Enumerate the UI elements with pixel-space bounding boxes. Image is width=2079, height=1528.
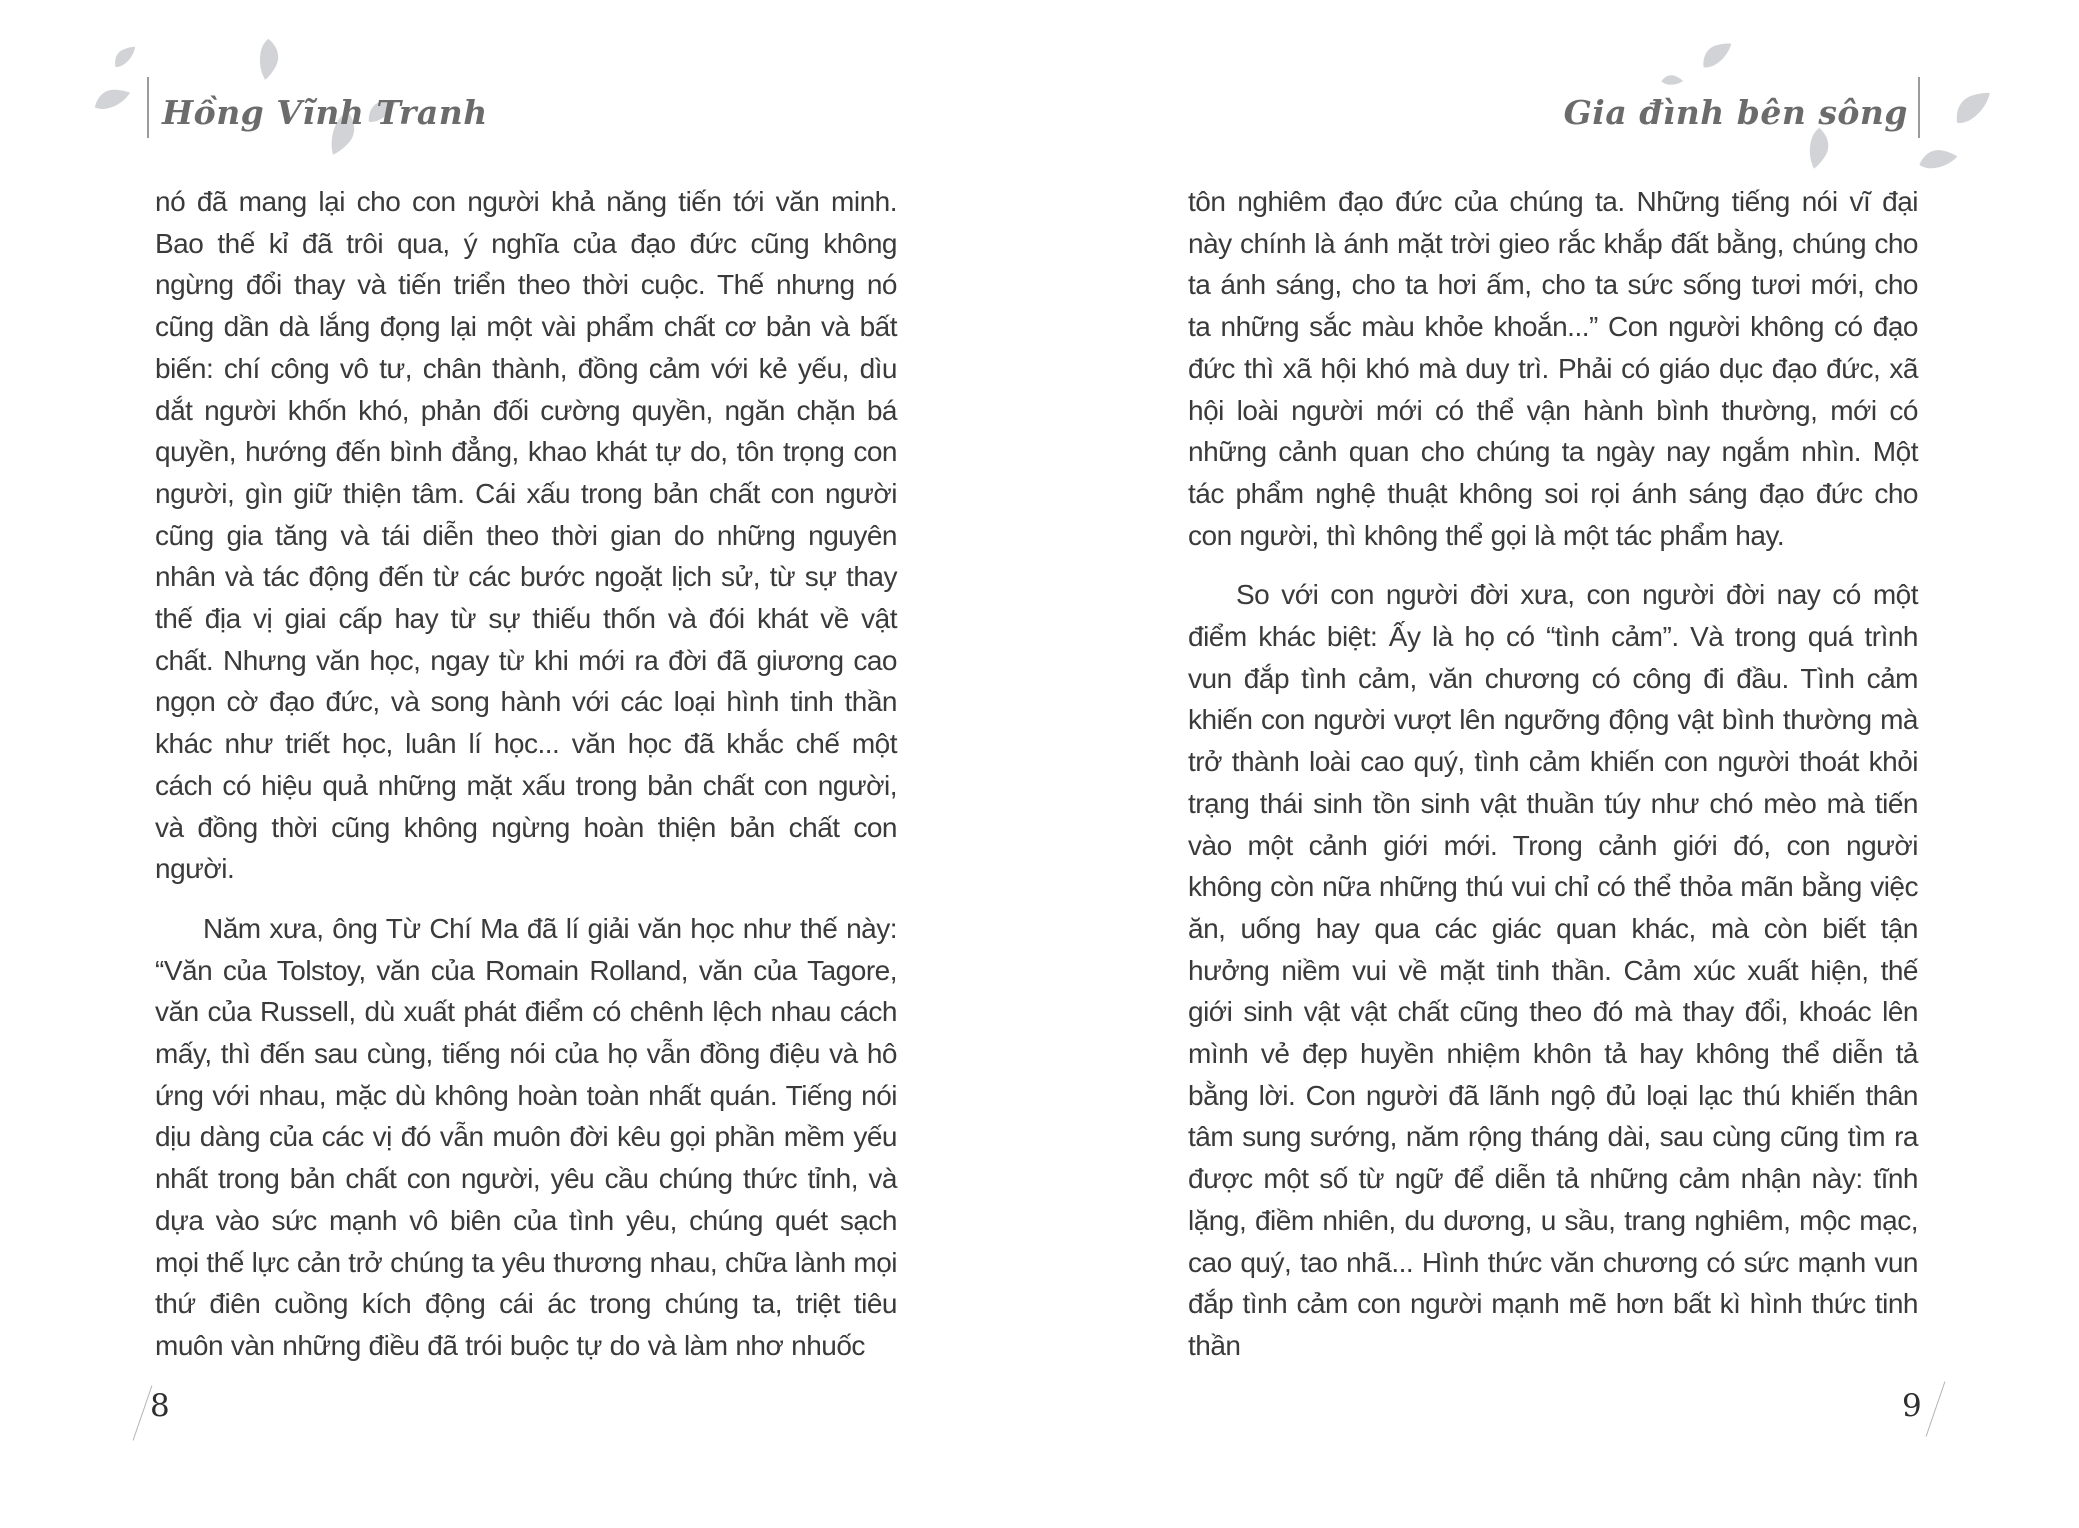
leaf-icon [1917, 143, 1959, 178]
leaf-icon [110, 45, 140, 69]
paragraph: tôn nghiêm đạo đức của chúng ta. Những tiếng nói vĩ đại này chính là ánh mặt trời gieo rắc khắp đất bằng, chúng cho ta ánh sáng, cho ta hơi ấm, cho ta sức sống tươi mới, cho ta những sắc màu khỏe khoắn...” Con người không có đạo đức thì xã hội khó mà duy trì. Phải có giáo dục đạo đức, xã hội loài người mới có thể vận hành bình thường, mới có những cảnh quan cho chúng ta ngày nay ngắm nhìn. Một tác phẩm nghệ thuật không soi rọi ánh sáng đạo đức cho con người, thì không thể gọi là một tác phẩm hay. [1188, 186, 1918, 551]
leaf-icon [1948, 90, 1999, 127]
running-header-author: Hồng Vĩnh Tranh [162, 93, 488, 132]
header-rule-right [1918, 77, 1920, 138]
leaf-icon [1660, 70, 1684, 92]
right-page-text-column [1188, 181, 1918, 1367]
leaf-icon [245, 36, 288, 82]
page-number-right: 9 [1902, 1388, 1922, 1424]
leaf-icon [1698, 41, 1735, 70]
left-page-text-column [155, 181, 897, 1367]
header-rule-left [147, 77, 149, 138]
paragraph: So với con người đời xưa, con người đời nay có một điểm khác biệt: Ấy là họ có “tình cảm”. Và trong quá trình vun đắp tình cảm, văn chương có công đi đầu. Tình cảm khiến con người vượt lên ngưỡng động vật bình thường mà trở thành loài cao quý, tình cảm khiến con người thoát khỏi trạng thái sinh tồn sinh vật thuần túy như chó mèo mà tiến vào một cảnh giới mới. Trong cảnh giới đó, con người không còn nữa những thú vui chỉ có thể thỏa mãn bằng việc ăn, uống hay qua các giác quan khác, mà còn biết tận hưởng niềm vui về mặt tinh thần. Cảm xúc xuất hiện, thế giới sinh vật vật chất cũng theo đó mà thay đổi, khoác lên mình vẻ đẹp huyền nhiệm khôn tả hay không thể diễn tả bằng lời. Con người đã lãnh ngộ đủ loại lạc thú khiến thân tâm sung sướng, năm rộng tháng dài, sau cùng cũng tìm ra được một số từ ngữ để diễn tả những cảm nhận này: tĩnh lặng, điềm nhiên, du dương, u sầu, trang nghiêm, mộc mạc, cao quý, tao nhã... Hình thức văn chương có sức mạnh vun đắp tình cảm con người mạnh mẽ hơn bất kì hình thức tinh thần [1188, 579, 1918, 1361]
leaf-icon [93, 86, 132, 115]
paragraph: nó đã mang lại cho con người khả năng tiến tới văn minh. Bao thế kỉ đã trôi qua, ý nghĩa của đạo đức cũng không ngừng đổi thay và tiến triển theo thời cuộc. Thế nhưng nó cũng dần dà lắng đọng lại một vài phẩm chất cơ bản và bất biến: chí công vô tư, chân thành, đồng cảm với kẻ yếu, dìu dắt người khốn khó, phản đối cường quyền, ngăn chặn bá quyền, hướng đến bình đẳng, khao khát tự do, tôn trọng con người, gìn giữ thiện tâm. Cái xấu trong bản chất con người cũng gia tăng và tái diễn theo thời gian do những nguyên nhân và tác động đến từ các bước ngoặt lịch sử, từ sự thay thế địa vị giai cấp hay từ sự thiếu thốn và đói khát về vật chất. Nhưng văn học, ngay từ khi mới ra đời đã giương cao ngọn cờ đạo đức, và song hành với các loại hình tinh thần khác như triết học, luân lí học... văn học đã khắc chế một cách có hiệu quả những mặt xấu trong bản chất con người, và đồng thời cũng không ngừng hoàn thiện bản chất con người. [155, 186, 897, 885]
page-number-left: 8 [150, 1388, 170, 1424]
running-header-book-title: Gia đình bên sông [1563, 93, 1908, 132]
page-number-slash [1926, 1381, 1946, 1436]
paragraph: Năm xưa, ông Từ Chí Ma đã lí giải văn học như thế này: “Văn của Tolstoy, văn của Romain Rolland, văn của Tagore, văn của Russell, dù xuất phát điểm có chênh lệch nhau cách mấy, thì đến sau cùng, tiếng nói của họ vẫn đồng điệu và hô ứng với nhau, mặc dù không hoàn toàn nhất quán. Tiếng nói dịu dàng của các vị đó vẫn muôn đời kêu gọi phần mềm yếu nhất trong bản chất con người, yêu cầu chúng thức tỉnh, và dựa vào sức mạnh vô biên của tình yêu, chúng quét sạch mọi thế lực cản trở chúng ta yêu thương nhau, chữa lành mọi thứ điên cuồng kích động cái ác trong chúng ta, triệt tiêu muôn vàn những điều đã trói buộc tự do và làm nhơ nhuốc [155, 912, 897, 1361]
